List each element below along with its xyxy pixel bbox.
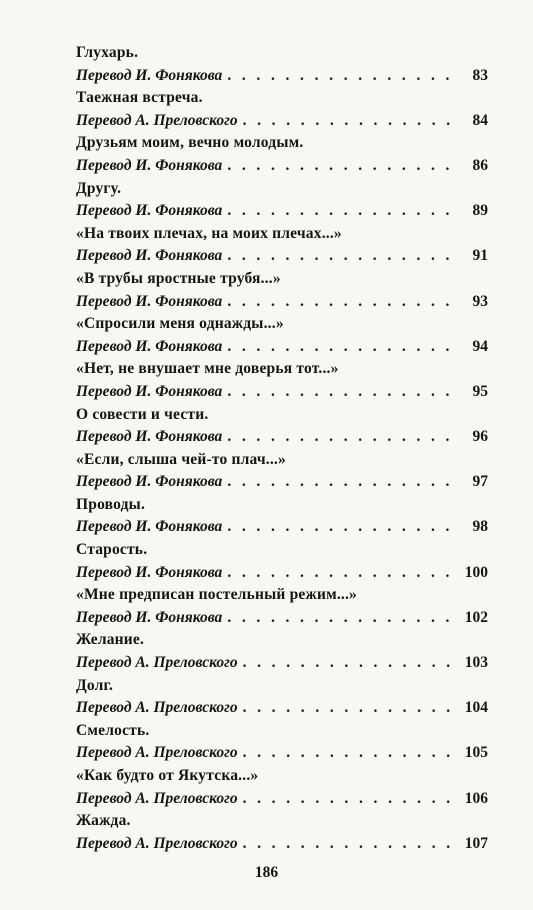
dot-leader (227, 426, 459, 449)
toc-entry-title: Долг. (76, 676, 114, 694)
toc-entry-translator: Перевод А. Преловского (76, 654, 238, 672)
dot-leader (227, 562, 459, 585)
dot-leader (227, 65, 459, 88)
toc-entry-translator: Перевод И. Фонякова (76, 292, 223, 310)
toc-entry-title: Друзьям моим, вечно молодым. (76, 134, 304, 152)
toc-entry-translator: Перевод И. Фонякова (76, 382, 223, 400)
dot-leader (227, 155, 459, 178)
toc-entry-title: «Мне предписан постельный режим...» (76, 586, 358, 604)
toc-entry-translator: Перевод И. Фонякова (76, 66, 223, 84)
dot-leader (227, 291, 459, 314)
toc-entry (76, 584, 488, 629)
toc-entry-title: Старость. (76, 541, 148, 559)
toc-entry-page: 98 (472, 518, 488, 536)
toc-entry (76, 313, 488, 358)
toc-entry-translator: Перевод И. Фонякова (76, 337, 223, 355)
toc-entry-line (76, 426, 488, 449)
table-of-contents (76, 42, 488, 855)
toc-entry (76, 132, 488, 177)
toc-entry-title: Таежная встреча. (76, 89, 203, 107)
toc-entry (76, 87, 488, 132)
toc-entry-line (76, 155, 488, 178)
toc-entry-line (76, 562, 488, 585)
toc-entry-translator: Перевод А. Преловского (76, 111, 238, 129)
toc-entry-page: 93 (472, 292, 488, 310)
dot-leader (243, 742, 459, 765)
toc-entry-line (76, 245, 488, 268)
dot-leader (243, 697, 459, 720)
toc-entry (76, 178, 488, 223)
toc-entry-page: 89 (472, 202, 488, 220)
dot-leader (227, 607, 459, 630)
toc-entry (76, 494, 488, 539)
toc-entry-title: Проводы. (76, 495, 146, 513)
toc-entry-line (76, 607, 488, 630)
dot-leader (243, 833, 459, 856)
toc-entry-title: «Если, слыша чей-то плач...» (76, 450, 286, 468)
toc-entry-page: 107 (464, 834, 488, 852)
toc-entry-title: «В трубы яростные трубя...» (76, 269, 281, 287)
toc-entry-translator: Перевод А. Преловского (76, 744, 238, 762)
toc-entry-translator: Перевод И. Фонякова (76, 156, 223, 174)
toc-entry-line (76, 110, 488, 133)
toc-entry-line (76, 833, 488, 856)
toc-entry-translator: Перевод И. Фонякова (76, 518, 223, 536)
toc-entry (76, 449, 488, 494)
toc-entry (76, 675, 488, 720)
dot-leader (227, 381, 459, 404)
toc-entry-title: Глухарь. (76, 44, 139, 61)
toc-entry-page: 94 (472, 337, 488, 355)
toc-entry-line (76, 200, 488, 223)
toc-entry-line (76, 788, 488, 811)
toc-entry-line (76, 291, 488, 314)
toc-entry-title: Другу. (76, 179, 122, 197)
toc-entry (76, 720, 488, 765)
toc-entry-title: «Нет, не внушает мне доверья тот...» (76, 360, 339, 378)
toc-entry-translator: Перевод И. Фонякова (76, 428, 223, 446)
toc-entry-line (76, 381, 488, 404)
toc-entry-page: 105 (464, 744, 488, 762)
toc-entry-translator: Перевод А. Преловского (76, 789, 238, 807)
toc-entry-title: Жажда. (76, 812, 131, 830)
toc-entry-page: 100 (464, 563, 488, 581)
page-number: 186 (254, 864, 279, 881)
toc-entry (76, 223, 488, 268)
toc-entry-line (76, 697, 488, 720)
toc-entry-line (76, 65, 488, 88)
toc-entry (76, 42, 488, 87)
toc-entry (76, 358, 488, 403)
toc-entry-translator: Перевод И. Фонякова (76, 563, 223, 581)
toc-entry-title: Желание. (76, 631, 145, 649)
toc-entry (76, 404, 488, 449)
dot-leader (227, 200, 459, 223)
toc-entry-title: О совести и чести. (76, 405, 209, 423)
toc-entry (76, 629, 488, 674)
toc-entry (76, 765, 488, 810)
toc-entry-page: 102 (464, 608, 488, 626)
toc-entry-page: 91 (472, 247, 488, 265)
toc-entry-page: 95 (472, 382, 488, 400)
toc-entry-translator: Перевод И. Фонякова (76, 247, 223, 265)
toc-entry-title: Смелость. (76, 721, 150, 739)
toc-entry-page: 96 (472, 428, 488, 446)
toc-entry-page: 84 (472, 111, 488, 129)
dot-leader (227, 336, 459, 359)
toc-entry-title: «Как будто от Якутска...» (76, 767, 259, 784)
toc-entry-title: «На твоих плечах, на моих плечах...» (76, 224, 342, 242)
dot-leader (227, 516, 459, 539)
toc-entry-title: «Спросили меня однажды...» (76, 315, 284, 333)
toc-entry-line (76, 471, 488, 494)
toc-entry-page: 103 (464, 654, 488, 672)
toc-entry (76, 539, 488, 584)
toc-entry-line (76, 516, 488, 539)
toc-entry (76, 268, 488, 313)
toc-entry-page: 106 (464, 789, 488, 807)
dot-leader (243, 788, 459, 811)
toc-entry-translator: Перевод И. Фонякова (76, 473, 223, 491)
toc-entry-page: 104 (464, 699, 488, 717)
toc-entry-line (76, 336, 488, 359)
dot-leader (243, 652, 459, 675)
dot-leader (243, 110, 459, 133)
toc-entry-page: 97 (472, 473, 488, 491)
toc-entry (76, 810, 488, 855)
toc-entry-translator: Перевод А. Преловского (76, 834, 238, 852)
toc-entry-translator: Перевод И. Фонякова (76, 608, 223, 626)
toc-entry-line (76, 742, 488, 765)
toc-entry-translator: Перевод А. Преловского (76, 699, 238, 717)
toc-entry-translator: Перевод И. Фонякова (76, 202, 223, 220)
dot-leader (227, 245, 459, 268)
toc-entry-page: 83 (472, 66, 488, 84)
toc-entry-page: 86 (472, 156, 488, 174)
toc-entry-line (76, 652, 488, 675)
dot-leader (227, 471, 459, 494)
